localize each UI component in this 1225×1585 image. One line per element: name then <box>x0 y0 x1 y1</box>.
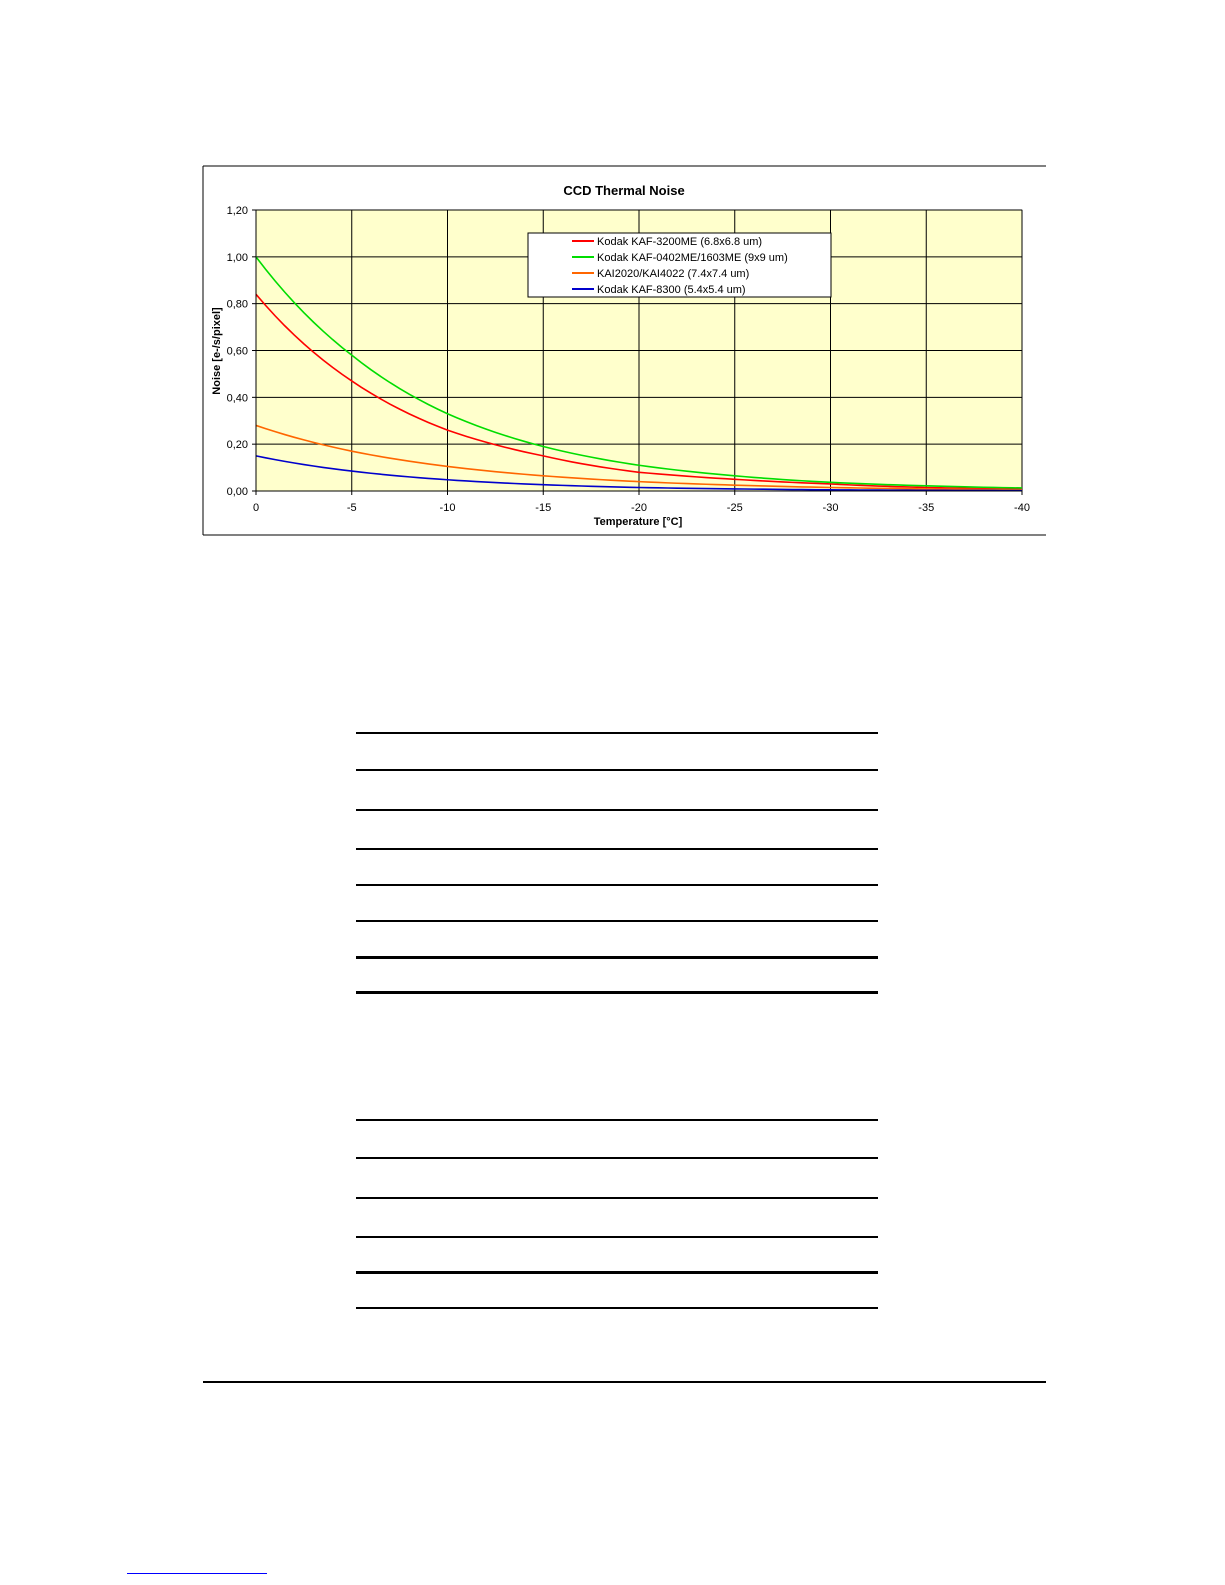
x-axis-label: Temperature [°C] <box>593 516 683 528</box>
table-rule <box>356 1236 878 1238</box>
chart <box>0 0 1225 600</box>
table-rule <box>356 1157 878 1159</box>
y-tick-label: 0,00 <box>226 486 248 498</box>
table-rule <box>356 1197 878 1199</box>
legend-label: Kodak KAF-0402ME/1603ME (9x9 um) <box>597 252 788 264</box>
footnote-link-underline[interactable] <box>127 1573 267 1574</box>
x-tick-label: -25 <box>726 502 743 514</box>
y-tick-label: 1,20 <box>226 205 248 217</box>
table-rule <box>356 732 878 734</box>
x-tick-label: 0 <box>252 502 260 514</box>
x-tick-label: -20 <box>631 502 647 514</box>
x-tick-label: -40 <box>1014 502 1030 514</box>
x-tick-label: -30 <box>822 502 839 514</box>
x-tick-label: -35 <box>918 502 935 514</box>
table-rule <box>356 1271 878 1274</box>
x-tick-label: -10 <box>439 502 456 514</box>
table-rule <box>356 809 878 811</box>
footer-rule <box>203 1381 1046 1383</box>
table-rule <box>356 920 878 922</box>
x-tick-label: -5 <box>346 502 357 514</box>
table-rule <box>356 991 878 994</box>
y-tick-label: 0,40 <box>226 392 248 405</box>
x-tick-label: -15 <box>535 502 552 514</box>
y-tick-label: 0,60 <box>226 345 248 358</box>
table-rule <box>356 769 878 771</box>
y-axis-label: Noise [e-/s/pixel] <box>211 307 223 395</box>
chart-title: CCD Thermal Noise <box>563 183 685 198</box>
table-rule <box>356 884 878 886</box>
y-tick-label: 0,80 <box>226 298 248 311</box>
y-axis-ticks <box>227 205 256 498</box>
legend-label: KAI2020/KAI4022 (7.4x7.4 um) <box>597 268 750 280</box>
table-rule <box>356 848 878 850</box>
legend-label: Kodak KAF-3200ME (6.8x6.8 um) <box>597 236 763 248</box>
x-axis-ticks <box>253 491 1030 514</box>
y-tick-label: 1,00 <box>226 251 248 264</box>
table-rule <box>356 1307 878 1309</box>
table-rule <box>356 1119 878 1121</box>
legend-label: Kodak KAF-8300 (5.4x5.4 um) <box>597 284 746 296</box>
table-rule <box>356 956 878 959</box>
y-tick-label: 0,20 <box>226 439 248 452</box>
